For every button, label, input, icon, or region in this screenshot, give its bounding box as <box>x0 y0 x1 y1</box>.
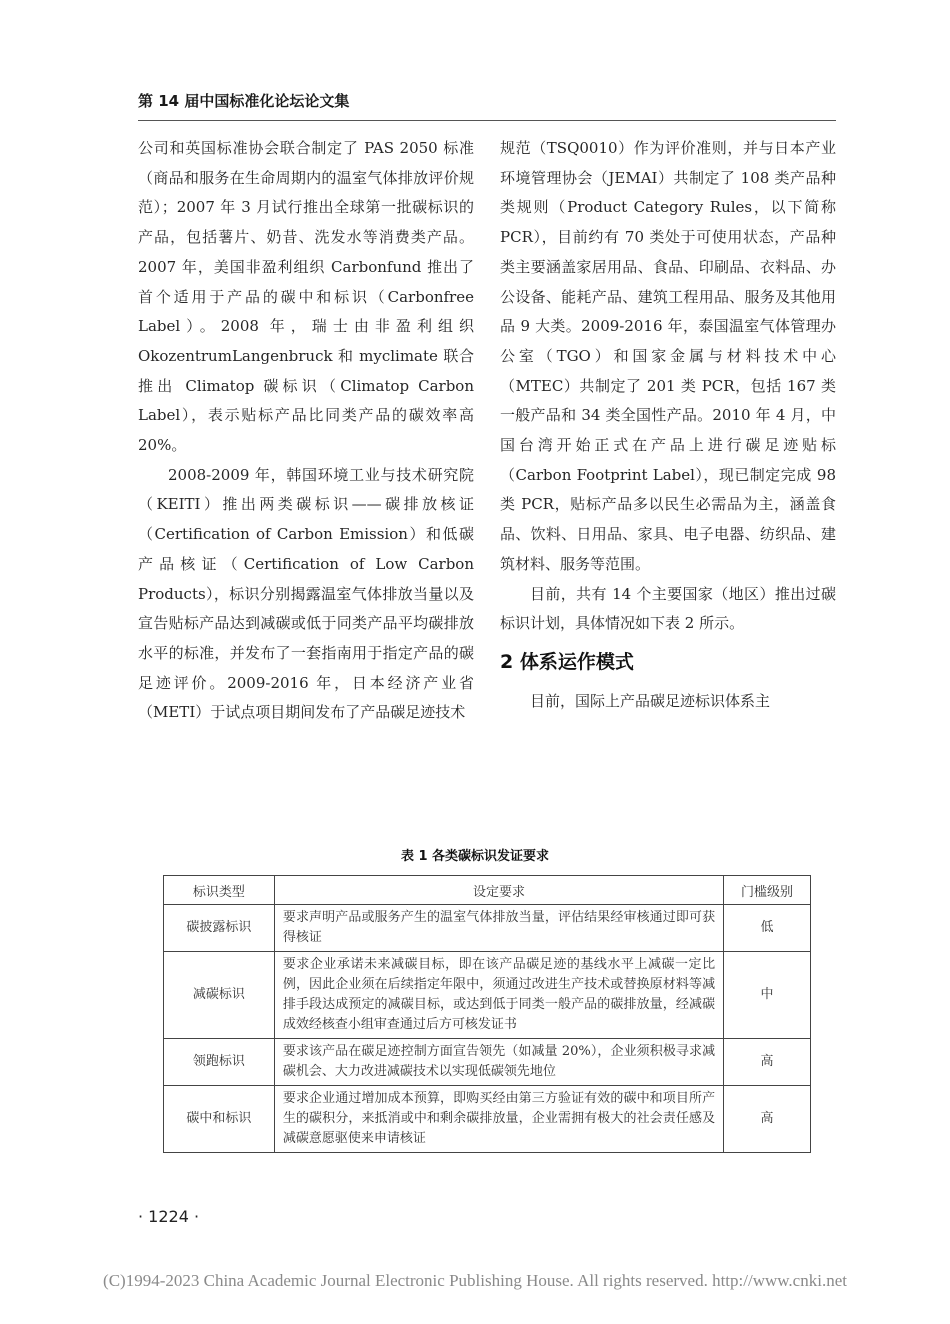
cell-requirement: 要求声明产品或服务产生的温室气体排放当量，评估结果经审核通过即可获得核证 <box>274 905 723 952</box>
table-row <box>164 905 811 952</box>
cell-type: 领跑标识 <box>164 1039 275 1086</box>
cell-type: 碳中和标识 <box>164 1086 275 1153</box>
body-paragraph: 2008-2009 年，韩国环境工业与技术研究院（KEITI）推出两类碳标识——碳排放核证（Certification of Carbon Emission）和低碳产品核证（Certification of Low Carbon Products），标识分别揭露温室气体排放当量以及宣告贴标产品达到减碳或低于同类产品平均碳排放水平的标准，并发布了一套指南用于指定产品的碳足迹评价。2009-2016 年，日本经济产业省（METI）于试点项目期间发布了产品碳足迹技术 <box>138 465 474 722</box>
body-paragraph: 公司和英国标准协会联合制定了 PAS 2050 标准（商品和服务在生命周期内的温室气体排放评价规范）；2007 年 3 月试行推出全球第一批碳标识的产品，包括薯片、奶昔、洗发水等消费类产品。2007 年，美国非盈利组织 Carbonfund 推出了首个适用于产品的碳中和标识（Carbonfree Label）。2008 年，瑞士由非盈利组织 OkozentrumLangenbruck 和 myclimate 联合推出 Climatop 碳标识（Climatop Carbon Label），表示贴标产品比同类产品的碳效率高 20%。 <box>138 139 474 455</box>
cell-level: 高 <box>724 1039 811 1086</box>
cell-type: 减碳标识 <box>164 952 275 1039</box>
body-paragraph: 规范（TSQ0010）作为评价准则，并与日本产业环境管理协会（JEMAI）共制定了 108 类产品种类规则（Product Category Rules，以下简称 PCR），目前约有 70 类处于可使用状态，产品种类主要涵盖家居用品、食品、印刷品、衣料品、办公设备、能耗产品、建筑工程用品、服务及其他用品 9 大类。2009-2016 年，泰国温室气体管理办公室（TGO）和国家金属与材料技术中心（MTEC）共制定了 201 类 PCR，包括 167 类一般产品和 34 类全国性产品。2010 年 4 月，中国台湾开始正式在产品上进行碳足迹贴标（Carbon Footprint Label），现已制定完成 98 类 PCR，贴标产品多以民生必需品为主，涵盖食品、饮料、日用品、家具、电子电器、纺织品、建筑材料、服务等范围。 <box>500 139 836 573</box>
cell-requirement: 要求企业承诺未来减碳目标，即在该产品碳足迹的基线水平上减碳一定比例，因此企业须在后续指定年限中，须通过改进生产技术或替换原材料等减排手段达成预定的减碳目标，或达到低于同类一般产品的碳排放量，经减碳成效经核查小组审查通过后方可核发证书 <box>274 952 723 1039</box>
copyright-footer: (C)1994-2023 China Academic Journal Electronic Publishing House. All rights reserved. http://www.cnki.net <box>103 1271 847 1290</box>
page-number: · 1224 · <box>138 1207 200 1226</box>
table-caption: 表 1 各类碳标识发证要求 <box>400 849 550 864</box>
cell-level: 中 <box>724 952 811 1039</box>
column-header-requirement: 设定要求 <box>274 876 723 905</box>
requirements-table <box>163 875 811 1153</box>
table-header-row <box>164 876 811 905</box>
column-header-level: 门槛级别 <box>724 876 811 905</box>
table-row <box>164 952 811 1039</box>
section-heading: 2 体系运作模式 <box>500 650 634 673</box>
table-row <box>164 1039 811 1086</box>
header-rule <box>138 120 836 121</box>
left-column <box>138 134 474 728</box>
cell-type: 碳披露标识 <box>164 905 275 952</box>
body-paragraph: 目前，国际上产品碳足迹标识体系主 <box>530 691 771 710</box>
right-column <box>500 134 836 717</box>
cell-requirement: 要求该产品在碳足迹控制方面宣告领先（如减量 20%），企业须积极寻求减碳机会、大力改进减碳技术以实现低碳领先地位 <box>274 1039 723 1086</box>
table-row <box>164 1086 811 1153</box>
cell-requirement: 要求企业通过增加成本预算，即购买经由第三方验证有效的碳中和项目所产生的碳积分，来抵消或中和剩余碳排放量，企业需拥有极大的社会责任感及减碳意愿驱使来申请核证 <box>274 1086 723 1153</box>
cell-level: 高 <box>724 1086 811 1153</box>
cell-level: 低 <box>724 905 811 952</box>
column-header-type: 标识类型 <box>164 876 275 905</box>
body-paragraph: 目前，共有 14 个主要国家（地区）推出过碳标识计划，具体情况如下表 2 所示。 <box>500 584 836 633</box>
running-header: 第 14 届中国标准化论坛论文集 <box>138 92 350 110</box>
